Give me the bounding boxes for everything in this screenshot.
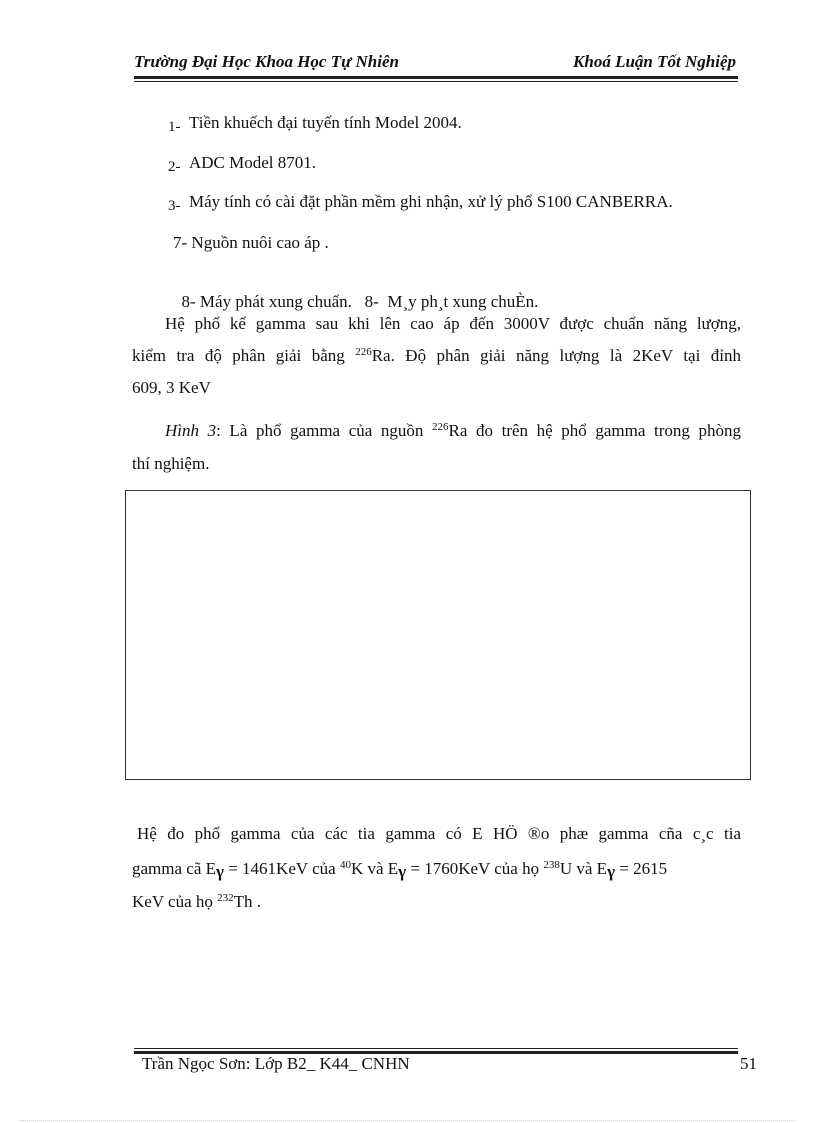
paragraph-line: Hệ đo phổ gamma của các tia gamma có E HÖ ®o phæ gamma cña c¸c tia <box>137 824 741 843</box>
list-item <box>173 270 538 312</box>
text-run: kiểm tra độ phân giải bằng <box>132 346 345 365</box>
text-run: : Là phổ gamma của nguồn <box>216 421 424 440</box>
text-run: K và E <box>350 859 399 878</box>
paragraph-line <box>132 891 261 915</box>
text-run: = 1461KeV của <box>223 859 336 878</box>
superscript: 232 <box>217 892 234 904</box>
text-run: Ra đo trên hệ phổ gamma trong phòng <box>448 421 742 440</box>
paragraph-line <box>132 345 741 369</box>
text-run: = 2615 <box>615 859 668 878</box>
paragraph-line <box>165 420 741 444</box>
header-title: Khoá Luận Tốt Nghiệp <box>573 52 736 71</box>
list-number: 3- <box>168 198 181 214</box>
superscript: 238 <box>543 859 560 871</box>
list-item <box>168 112 462 135</box>
paragraph-line <box>132 858 667 882</box>
text-run: Th . <box>233 892 262 911</box>
page-number: 51 <box>740 1054 757 1073</box>
text-run: = 1760KeV của họ <box>406 859 540 878</box>
list-text: ADC Model 8701. <box>189 153 317 172</box>
list-text: 8- Máy phát xung chuẩn. 8- M¸y ph¸t xung chuÈn. <box>181 292 539 311</box>
text-run: gamma cã E <box>132 859 217 878</box>
gamma-symbol: γ <box>607 862 616 881</box>
list-item <box>168 191 673 214</box>
header-rule-thin <box>134 81 738 82</box>
superscript: 40 <box>339 859 351 871</box>
page-edge-divider <box>20 1120 796 1121</box>
figure-ref: Hình 3 <box>165 421 217 440</box>
paragraph-line: thí nghiệm. <box>132 454 210 473</box>
gamma-symbol: γ <box>216 862 224 881</box>
footer-author: Trần Ngọc Sơn: Lớp B2_ K44_ CNHN <box>142 1054 410 1073</box>
list-text: Máy tính có cài đặt phần mềm ghi nhận, xử lý phổ S100 CANBERRA. <box>189 192 673 211</box>
gamma-symbol: γ <box>398 862 407 881</box>
paragraph-line: Hệ phổ kế gamma sau khi lên cao áp đến 3000V được chuẩn năng lượng, <box>165 314 741 333</box>
text-run: Ra. Độ phân giải năng lượng là 2KeV tại đỉnh <box>371 346 741 365</box>
list-text: Tiền khuếch đại tuyến tính Model 2004. <box>189 113 462 132</box>
list-item <box>168 152 316 175</box>
superscript: 226 <box>432 421 449 433</box>
list-text: 7- Nguồn nuôi cao áp . <box>173 233 329 252</box>
header-rule-thick <box>134 76 738 79</box>
list-item <box>173 232 329 253</box>
header-school: Trường Đại Học Khoa Học Tự Nhiên <box>134 52 399 71</box>
figure-frame <box>125 490 751 780</box>
paragraph-line: 609, 3 KeV <box>132 378 211 397</box>
superscript: 226 <box>355 346 372 358</box>
footer-rule-thin <box>134 1048 738 1049</box>
list-number: 1- <box>168 119 181 135</box>
text-run: KeV của họ <box>132 892 213 911</box>
list-number: 2- <box>168 159 181 175</box>
text-run: U và E <box>559 859 608 878</box>
